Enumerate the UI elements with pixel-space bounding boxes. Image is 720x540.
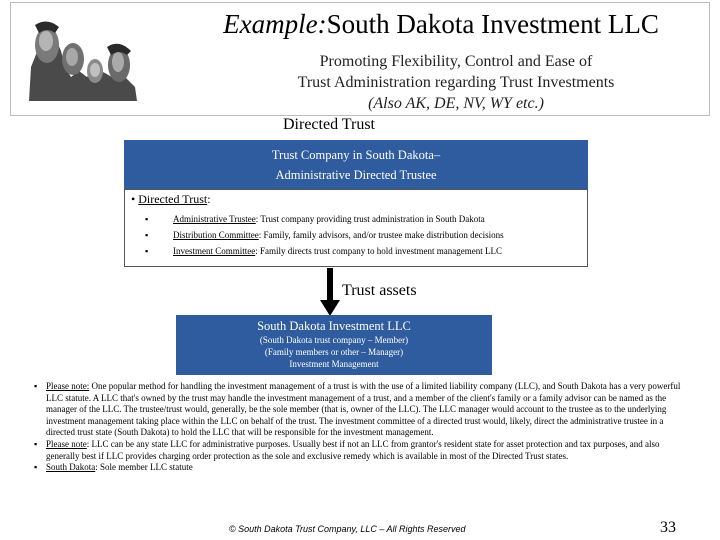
- subtitle-line-3: (Also AK, DE, NV, WY etc.): [368, 95, 544, 112]
- note-label: South Dakota: [46, 462, 96, 473]
- header-box: [10, 2, 710, 116]
- directed-trust-heading: Directed Trust: [283, 116, 375, 133]
- note-label: Please note: [46, 438, 87, 449]
- page-number: 33: [660, 519, 676, 536]
- llc-purpose-line: Investment Management: [289, 359, 379, 369]
- note-item: [34, 439, 686, 462]
- role-text: : Trust company providing trust administration in South Dakota: [255, 214, 485, 224]
- note-item: [34, 462, 686, 474]
- square-bullet-icon: ▪: [145, 214, 149, 224]
- role-term: Administrative Trustee: [173, 214, 256, 224]
- copyright-footer: © South Dakota Trust Company, LLC – All Rights Reserved: [229, 524, 466, 534]
- subtitle-line-1: Promoting Flexibility, Control and Ease of: [319, 53, 593, 70]
- role-item-administrative: [145, 211, 504, 227]
- square-bullet-icon: ▪: [145, 230, 149, 240]
- directed-trust-box: [124, 189, 588, 267]
- role-term: Investment Committee: [173, 246, 256, 256]
- subtitle: [241, 51, 671, 114]
- trust-assets-label: Trust assets: [342, 282, 417, 299]
- role-text: : Family, family advisors, and/or trustee make distribution decisions: [258, 230, 504, 240]
- subtitle-line-2: Trust Administration regarding Trust Investments: [297, 74, 615, 91]
- note-text: : Sole member LLC statute: [95, 462, 193, 473]
- notes-list: [34, 381, 686, 474]
- llc-member-line: (South Dakota trust company – Member): [259, 335, 409, 345]
- note-label: Please note:: [46, 381, 90, 391]
- mount-rushmore-logo: [25, 7, 137, 101]
- role-term: Distribution Committee: [173, 230, 259, 240]
- note-text: One popular method for handling the investment management of a trust is with the use of a limited liability company (LLC), and South Dakota has a very powerful LLC statute. A LLC that's owned by the trust may handle the investment management of a trust, and a member of the client's family or a family advisor can be named as the manager of the LLC. The trustee/trust would, generally, be the sole member (that is, owner of the LLC). The LLC manager would account to the trustee as to the underlying investment management taking place within the LLC on behalf of the trust. The investment committee of a directed trust would, likely, direct the administrative trustee in a directed trust state (South Dakota) to hold the LLC that will be responsible for the investment management.: [46, 381, 681, 438]
- directed-trust-label: Directed Trust: [138, 192, 208, 206]
- square-bullet-icon: ▪: [34, 438, 38, 449]
- role-list: [145, 211, 504, 259]
- trust-company-line-2: Administrative Directed Trustee: [275, 168, 437, 182]
- role-text: : Family directs trust company to hold investment management LLC: [255, 246, 502, 256]
- note-item: [34, 381, 686, 439]
- square-bullet-icon: ▪: [34, 462, 38, 473]
- square-bullet-icon: ▪: [34, 381, 38, 391]
- note-text: : LLC can be any state LLC for administrative purposes. Usually best if not an LLC from grantor's resident state for asset protection and tax purposes, and also generally best if LLC provides charging order protection as the sole and exclusive remedy which is available in most of the Directed Trust states.: [46, 438, 660, 461]
- llc-title: South Dakota Investment LLC: [257, 319, 411, 333]
- square-bullet-icon: ▪: [145, 246, 149, 256]
- bullet-icon: •: [131, 192, 136, 206]
- trust-company-box: [124, 140, 588, 189]
- title-main: South Dakota Investment LLC: [326, 9, 659, 39]
- directed-trust-colon: :: [207, 192, 211, 206]
- directed-trust-bullet-line: [131, 192, 211, 207]
- role-item-investment: [145, 243, 504, 259]
- role-item-distribution: [145, 227, 504, 243]
- trust-company-line-1: Trust Company in South Dakota–: [271, 148, 441, 162]
- llc-manager-line: (Family members or other – Manager): [264, 347, 404, 357]
- page-title: [161, 9, 720, 40]
- investment-llc-box: [176, 315, 492, 375]
- title-example-label: Example:: [223, 9, 327, 39]
- down-arrow-icon: [320, 268, 340, 316]
